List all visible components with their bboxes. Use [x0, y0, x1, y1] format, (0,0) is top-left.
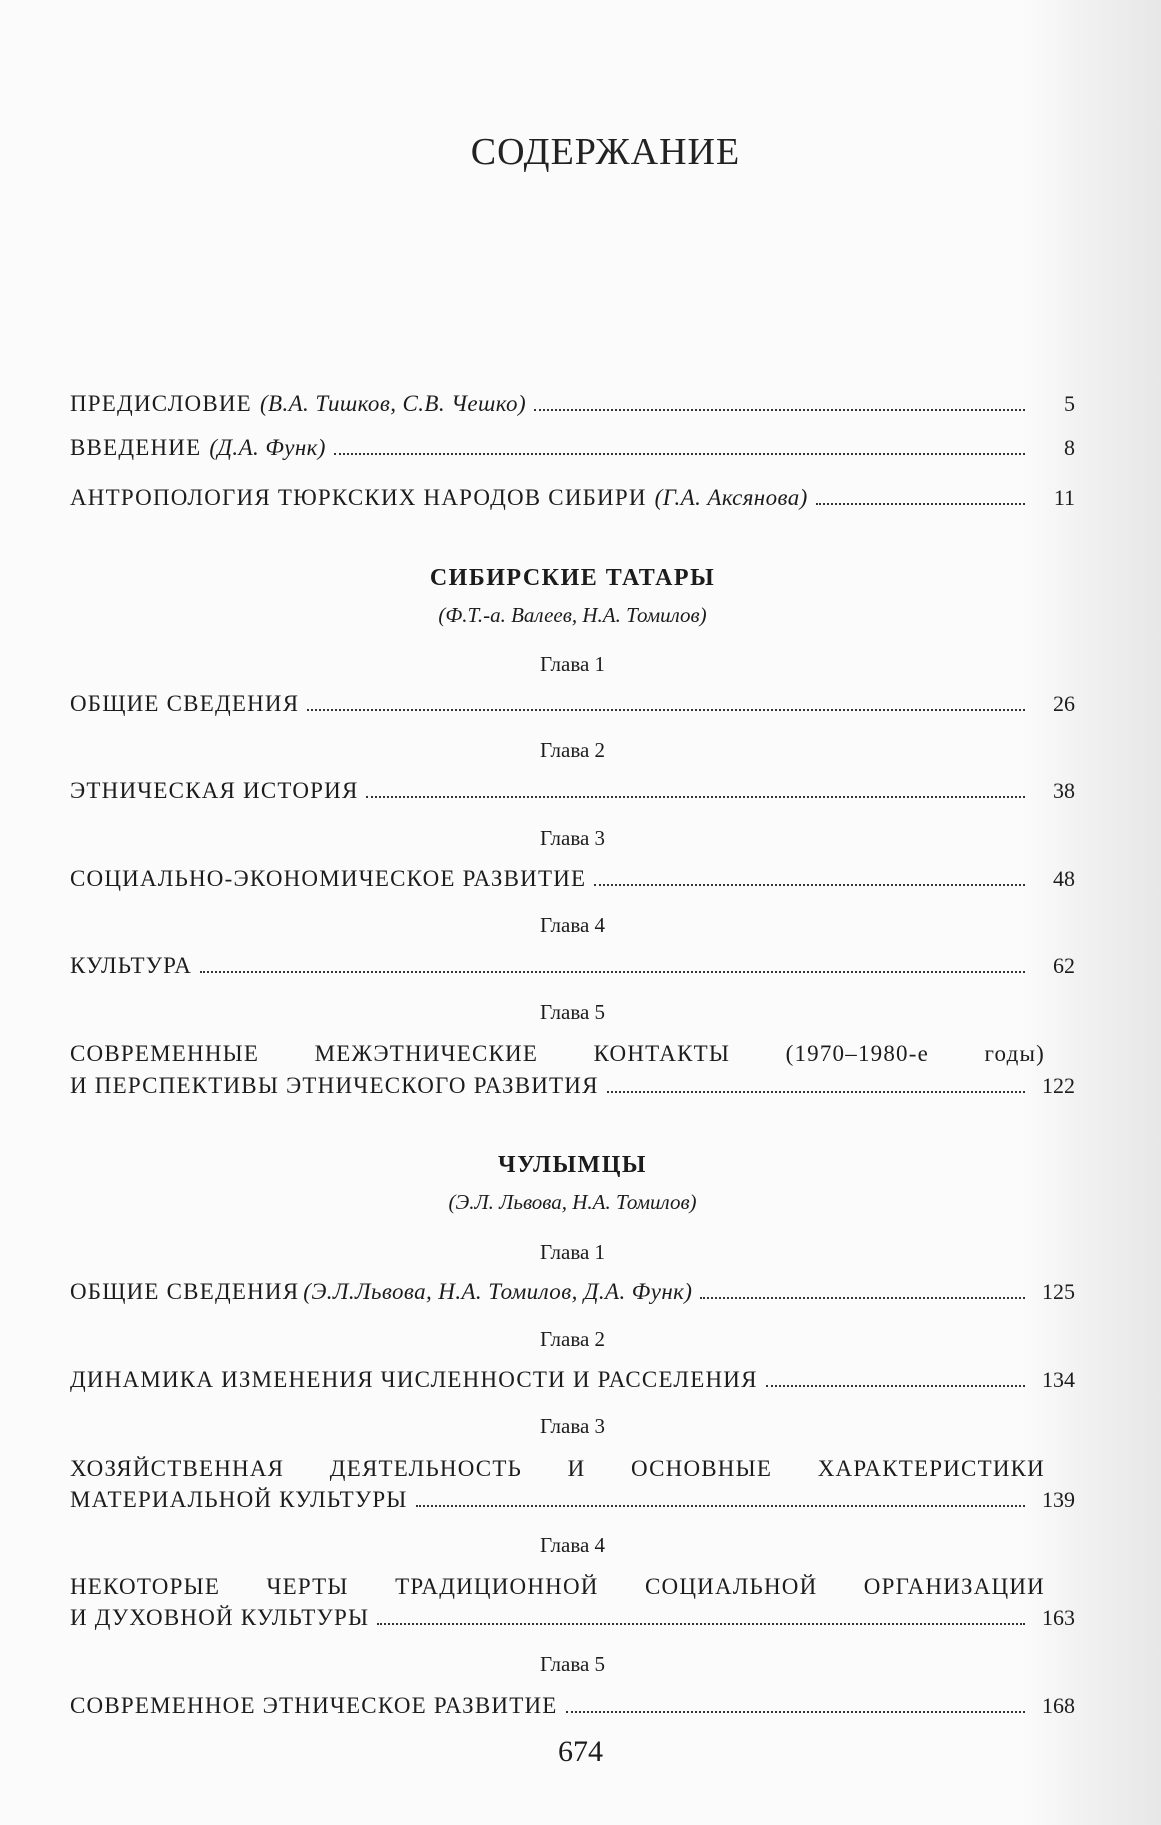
section-authors: (Э.Л. Львова, Н.А. Томилов)	[448, 1190, 697, 1214]
chapter-label: Глава 2	[539, 1327, 606, 1351]
toc-entry-chapter[interactable]	[70, 863, 1075, 895]
chapter-label: Глава 1	[539, 1240, 606, 1264]
toc-entry-title: ДИНАМИКА ИЗМЕНЕНИЯ ЧИСЛЕННОСТИ И РАССЕЛЕНИЯ	[70, 1367, 758, 1392]
toc-page-number: 125	[1042, 1279, 1075, 1304]
chapter-label: Глава 1	[539, 652, 606, 676]
chapter-label: Глава 5	[539, 1652, 606, 1676]
toc-entry-title: СОЦИАЛЬНО-ЭКОНОМИЧЕСКОЕ РАЗВИТИЕ	[70, 866, 587, 891]
toc-entry-introduction[interactable]	[70, 432, 1075, 464]
dot-leader	[416, 1505, 1025, 1507]
chapter-label: Глава 4	[539, 1533, 606, 1557]
toc-entry-title-line1: НЕКОТОРЫЕ ЧЕРТЫ ТРАДИЦИОННОЙ СОЦИАЛЬНОЙ ОРГАНИЗАЦИИ	[70, 1574, 1045, 1599]
toc-entry-authors: (Э.Л.Львова, Н.А. Томилов, Д.А. Функ)	[303, 1279, 693, 1304]
toc-entry-chapter[interactable]	[70, 775, 1075, 807]
toc-entry-title: СОВРЕМЕННОЕ ЭТНИЧЕСКОЕ РАЗВИТИЕ	[70, 1693, 558, 1718]
toc-entry-authors: (Д.А. Функ)	[209, 435, 326, 460]
chapter-label: Глава 4	[539, 913, 606, 937]
toc-entry-line2	[70, 1484, 1075, 1516]
dot-leader	[594, 884, 1025, 886]
toc-entry-chapter[interactable]	[70, 950, 1075, 982]
section-heading: ЧУЛЫМЦЫ	[498, 1152, 647, 1178]
toc-entry-chapter[interactable]	[70, 1690, 1075, 1722]
chapter-label: Глава 2	[539, 738, 606, 762]
toc-entry-authors: (В.А. Тишков, С.В. Чешко)	[259, 391, 527, 416]
toc-entry-title: ОБЩИЕ СВЕДЕНИЯ	[70, 1279, 300, 1304]
dot-leader	[366, 796, 1025, 798]
page-title: СОДЕРЖАНИЕ	[470, 131, 741, 173]
toc-entry-title: ЭТНИЧЕСКАЯ ИСТОРИЯ	[70, 778, 359, 803]
toc-page-number: 122	[1042, 1073, 1075, 1098]
toc-entry-preface[interactable]	[70, 388, 1075, 420]
dot-leader	[334, 453, 1025, 455]
chapter-label: Глава 5	[539, 1000, 606, 1024]
toc-entry-title: ПРЕДИСЛОВИЕ	[70, 391, 252, 416]
toc-entry-title-line1: ХОЗЯЙСТВЕННАЯ ДЕЯТЕЛЬНОСТЬ И ОСНОВНЫЕ ХАРАКТЕРИСТИКИ	[70, 1456, 1045, 1481]
toc-entry-chapter[interactable]	[70, 1276, 1075, 1308]
toc-page-number: 62	[1053, 953, 1075, 978]
toc-entry-chapter[interactable]	[70, 1364, 1075, 1396]
toc-entry-title: ОБЩИЕ СВЕДЕНИЯ	[70, 691, 300, 716]
toc-page-number: 163	[1042, 1605, 1075, 1630]
toc-page-number: 5	[1064, 391, 1075, 416]
toc-page-number: 48	[1053, 866, 1075, 891]
toc-entry-title-line1: СОВРЕМЕННЫЕ МЕЖЭТНИЧЕСКИЕ КОНТАКТЫ (1970–1980-е годы)	[70, 1041, 1045, 1066]
toc-page-number: 139	[1042, 1487, 1075, 1512]
dot-leader	[377, 1623, 1025, 1625]
dot-leader	[607, 1091, 1025, 1093]
page-number-footer: 674	[558, 1735, 603, 1768]
section-heading: СИБИРСКИЕ ТАТАРЫ	[429, 565, 716, 591]
dot-leader	[766, 1385, 1025, 1387]
toc-page-number: 11	[1053, 485, 1075, 510]
toc-entry-chapter[interactable]	[70, 688, 1075, 720]
chapter-label: Глава 3	[539, 826, 606, 850]
dot-leader	[307, 709, 1025, 711]
toc-entry-line2	[70, 1602, 1075, 1634]
toc-entry-anthropology[interactable]	[70, 482, 1075, 514]
dot-leader	[200, 971, 1025, 973]
toc-entry-authors: (Г.А. Аксянова)	[654, 485, 808, 510]
toc-entry-line2	[70, 1070, 1075, 1102]
toc-entry-title: ВВЕДЕНИЕ	[70, 435, 202, 460]
dot-leader	[534, 409, 1025, 411]
toc-entry-title-line2: МАТЕРИАЛЬНОЙ КУЛЬТУРЫ	[70, 1487, 408, 1512]
toc-page-number: 134	[1042, 1367, 1075, 1392]
dot-leader	[816, 503, 1025, 505]
toc-entry-title: АНТРОПОЛОГИЯ ТЮРКСКИХ НАРОДОВ СИБИРИ	[70, 485, 647, 510]
toc-page-number: 8	[1064, 435, 1075, 460]
toc-entry-title-line2: И ДУХОВНОЙ КУЛЬТУРЫ	[70, 1605, 370, 1630]
toc-page-number: 26	[1053, 691, 1075, 716]
chapter-label: Глава 3	[539, 1414, 606, 1438]
toc-page-number: 168	[1042, 1693, 1075, 1718]
dot-leader	[700, 1297, 1025, 1299]
toc-page-number: 38	[1053, 778, 1075, 803]
toc-entry-title-line2: И ПЕРСПЕКТИВЫ ЭТНИЧЕСКОГО РАЗВИТИЯ	[70, 1073, 599, 1098]
toc-entry-title: КУЛЬТУРА	[70, 953, 193, 978]
dot-leader	[566, 1711, 1026, 1713]
section-authors: (Ф.Т.-а. Валеев, Н.А. Томилов)	[438, 603, 707, 627]
